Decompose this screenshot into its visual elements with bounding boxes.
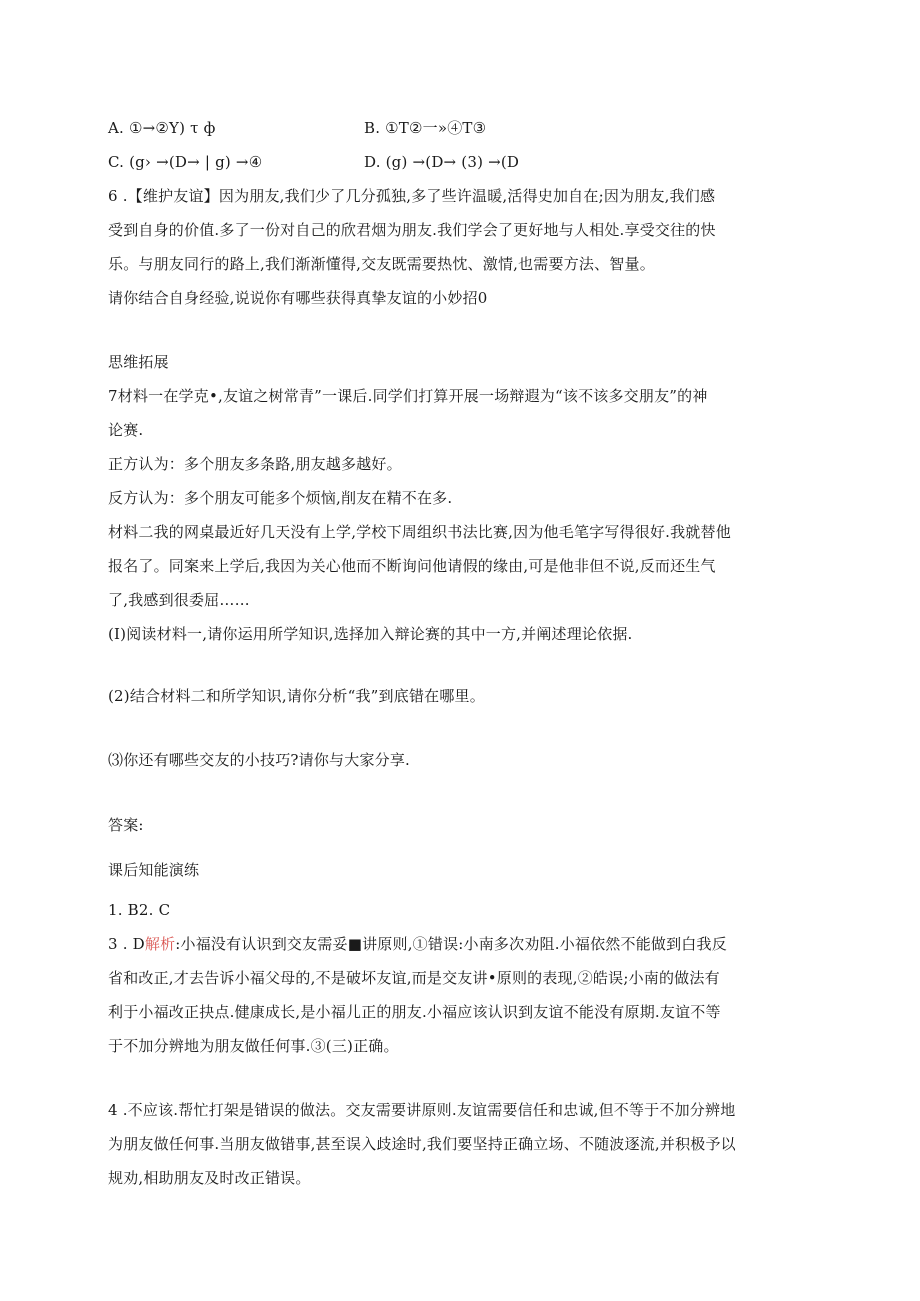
answer-1-2: 1. B2. C xyxy=(108,901,171,919)
answer-4-line-1: 4 .不应该.帮忙打架是错误的做法。交友需要讲原则.友谊需要信任和忠诚,但不等于不加分辨地 xyxy=(108,1101,736,1119)
q5-option-a: A. ①→②Y) τ ф xyxy=(108,119,216,137)
section-title: 思维拓展 xyxy=(108,353,169,371)
answer-3-line-2: 省和改正,才去告诉小福父母的,不是破坏友谊,而是交友讲•原则的表现,②皓误;小南的做法有 xyxy=(108,969,720,987)
answer-4-line-2: 为朋友做任何事.当朋友做错事,甚至误入歧途时,我们要坚持正确立场、不随波逐流,并积极予以 xyxy=(108,1135,736,1153)
q5-options-row-2 xyxy=(108,152,828,172)
q7-line-4: 反方认为：多个朋友可能多个烦恼,削友在精不在多. xyxy=(108,489,453,507)
q6-line-4: 请你结合自身经验,说说你有哪些获得真挚友谊的小妙招0 xyxy=(108,289,488,307)
q6-line-3: 乐。与朋友同行的路上,我们渐渐懂得,交友既需要热忱、激情,也需要方法、智量。 xyxy=(108,255,655,273)
q7-line-1: 7材料一在学克•,友谊之树常青”一课后.同学们打算开展一场辩遐为“该不该多交朋友”的神 xyxy=(108,387,708,405)
answer-3-line-4: 于不加分辨地为朋友做任何事.③(三)正确。 xyxy=(108,1037,399,1055)
answers-heading: 答案: xyxy=(108,816,144,834)
q5-option-d: D. (g) →(D→ (3) →(D xyxy=(364,153,520,171)
q7-line-2: 论赛. xyxy=(108,421,144,439)
answer-3-line-3: 利于小福改正抉点.健康成长,是小福儿正的朋友.小福应该认识到友谊不能没有原期.友谊不等 xyxy=(108,1003,721,1021)
q5-options-row-1 xyxy=(108,118,828,138)
answer-3-analysis-label: 解析 xyxy=(144,935,176,953)
q6-line-2: 受到自身的价值.多了一份对自己的欣君烟为朋友.我们学会了更好地与人相处.享受交往的快 xyxy=(108,221,716,239)
answers-subheading: 课后知能演练 xyxy=(108,861,200,879)
q7-line-7: 了,我感到很委屈…… xyxy=(108,591,250,609)
answer-3-text: :小福没有认识到交友需妥■讲原则,①错误:小南多次劝阻.小福依然不能做到白我反 xyxy=(175,935,727,953)
q7-sub-3: ⑶你还有哪些交友的小技巧?请你与大家分享. xyxy=(108,751,411,769)
q7-line-5: 材料二我的网桌最近好几天没有上学,学校下周组织书法比赛,因为他毛笔字写得很好.我就替他 xyxy=(108,523,731,541)
q7-line-6: 报名了。同案来上学后,我因为关心他而不断询问他请假的缘由,可是他非但不说,反而还生气 xyxy=(108,557,716,575)
q6-line-1: 6 .【维护友谊】因为朋友,我们少了几分孤独,多了些许温暖,活得史加自在;因为朋友,我们感 xyxy=(108,187,716,205)
q5-option-b: B. ①T②一»④T③ xyxy=(364,119,487,137)
q7-line-3: 正方认为：多个朋友多条路,朋友越多越好。 xyxy=(108,455,402,473)
answer-3-line-1 xyxy=(108,934,828,954)
q7-sub-2: (2)结合材料二和所学知识,请你分析“我”到底错在哪里。 xyxy=(108,687,485,705)
answer-3-prefix: 3 . D xyxy=(108,935,145,953)
answer-4-line-3: 规劝,相助朋友及时改正错误。 xyxy=(108,1169,311,1187)
q7-sub-1: (I)阅读材料一,请你运用所学知识,选择加入辩论赛的其中一方,并阐述理论依据. xyxy=(108,625,633,643)
q5-option-c: C. (g› →(D→ | g) →④ xyxy=(108,153,263,171)
